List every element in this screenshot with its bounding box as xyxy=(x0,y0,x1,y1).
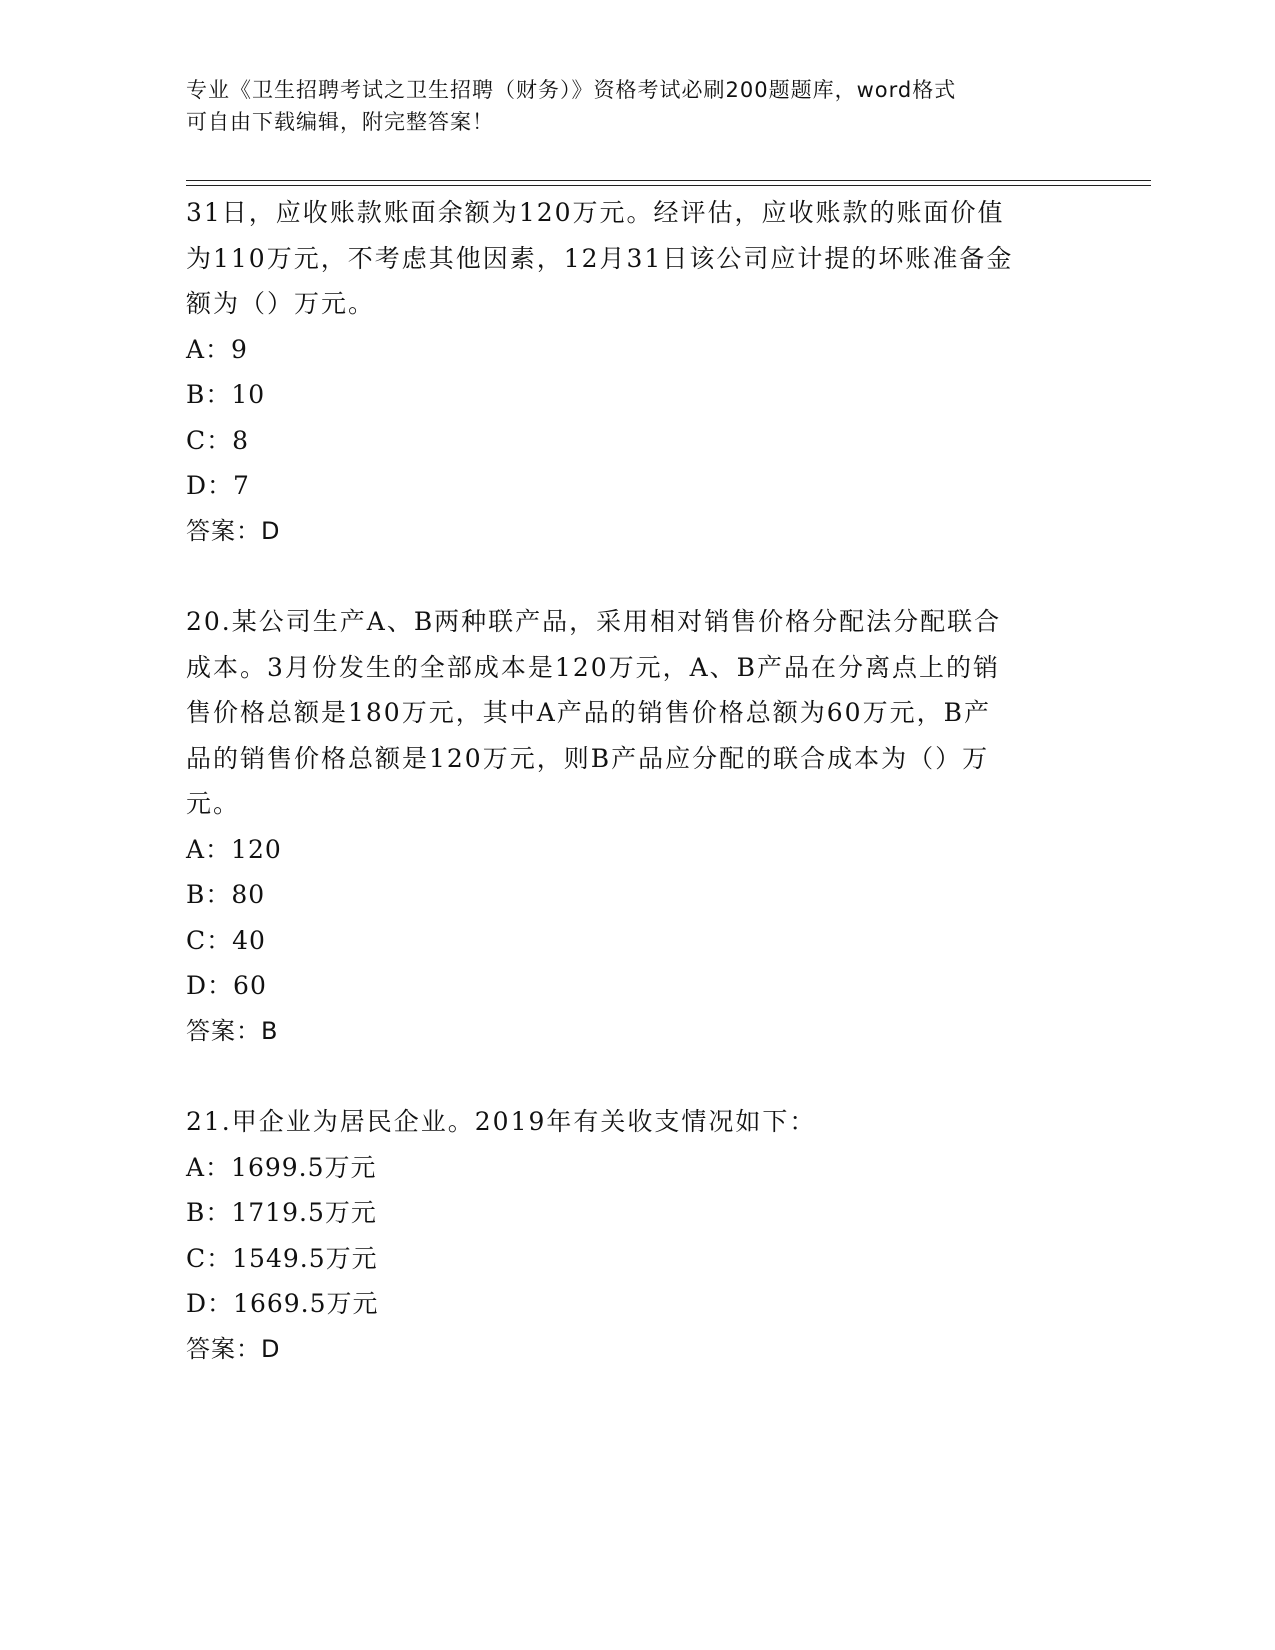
header-divider-top xyxy=(186,180,1151,181)
option-b: B：80 xyxy=(186,880,266,909)
option-d: D：7 xyxy=(186,471,250,500)
option-b: B：1719.5万元 xyxy=(186,1198,377,1227)
option-a: A：1699.5万元 xyxy=(186,1152,377,1182)
question-block xyxy=(186,599,1086,1054)
option-a: A：9 xyxy=(186,334,248,364)
question-text-line: 元。 xyxy=(186,789,241,818)
question-spacer xyxy=(186,554,1086,599)
option-c: C：1549.5万元 xyxy=(186,1243,378,1273)
question-text-line: 20.某公司生产A、B两种联产品，采用相对销售价格分配法分配联合 xyxy=(186,607,1002,636)
answer-label: 答案：D xyxy=(186,1334,281,1363)
option-d: D：60 xyxy=(186,971,267,1000)
option-c: C：8 xyxy=(186,425,250,455)
header-title-line-1: 专业《卫生招聘考试之卫生招聘（财务）》资格考试必刷200题题库，word格式 xyxy=(186,78,957,102)
header-divider-bottom xyxy=(186,185,1151,186)
question-text-line: 品的销售价格总额是120万元，则B产品应分配的联合成本为（）万 xyxy=(186,743,990,773)
option-d: D：1669.5万元 xyxy=(186,1289,379,1318)
question-text-line: 31日，应收账款账面余额为120万元。经评估，应收账款的账面价值 xyxy=(186,198,1005,227)
question-block xyxy=(186,1099,1086,1372)
question-text-line: 额为（）万元。 xyxy=(186,289,376,318)
option-a: A：120 xyxy=(186,834,282,864)
question-text-line: 成本。3月份发生的全部成本是120万元，A、B产品在分离点上的销 xyxy=(186,652,1001,682)
question-block xyxy=(186,190,1086,554)
option-c: C：40 xyxy=(186,925,266,955)
question-text-line: 21.甲企业为居民企业。2019年有关收支情况如下： xyxy=(186,1107,817,1136)
document-header xyxy=(186,74,1086,138)
question-text-line: 售价格总额是180万元，其中A产品的销售价格总额为60万元，B产 xyxy=(186,698,991,727)
answer-label: 答案：B xyxy=(186,1016,279,1045)
question-text-line: 为110万元，不考虑其他因素，12月31日该公司应计提的坏账准备金 xyxy=(186,243,1014,273)
answer-label: 答案：D xyxy=(186,516,281,545)
question-spacer xyxy=(186,1054,1086,1099)
question-list xyxy=(186,190,1086,1372)
header-title-line-2: 可自由下载编辑，附完整答案！ xyxy=(186,110,494,134)
option-b: B：10 xyxy=(186,380,266,409)
